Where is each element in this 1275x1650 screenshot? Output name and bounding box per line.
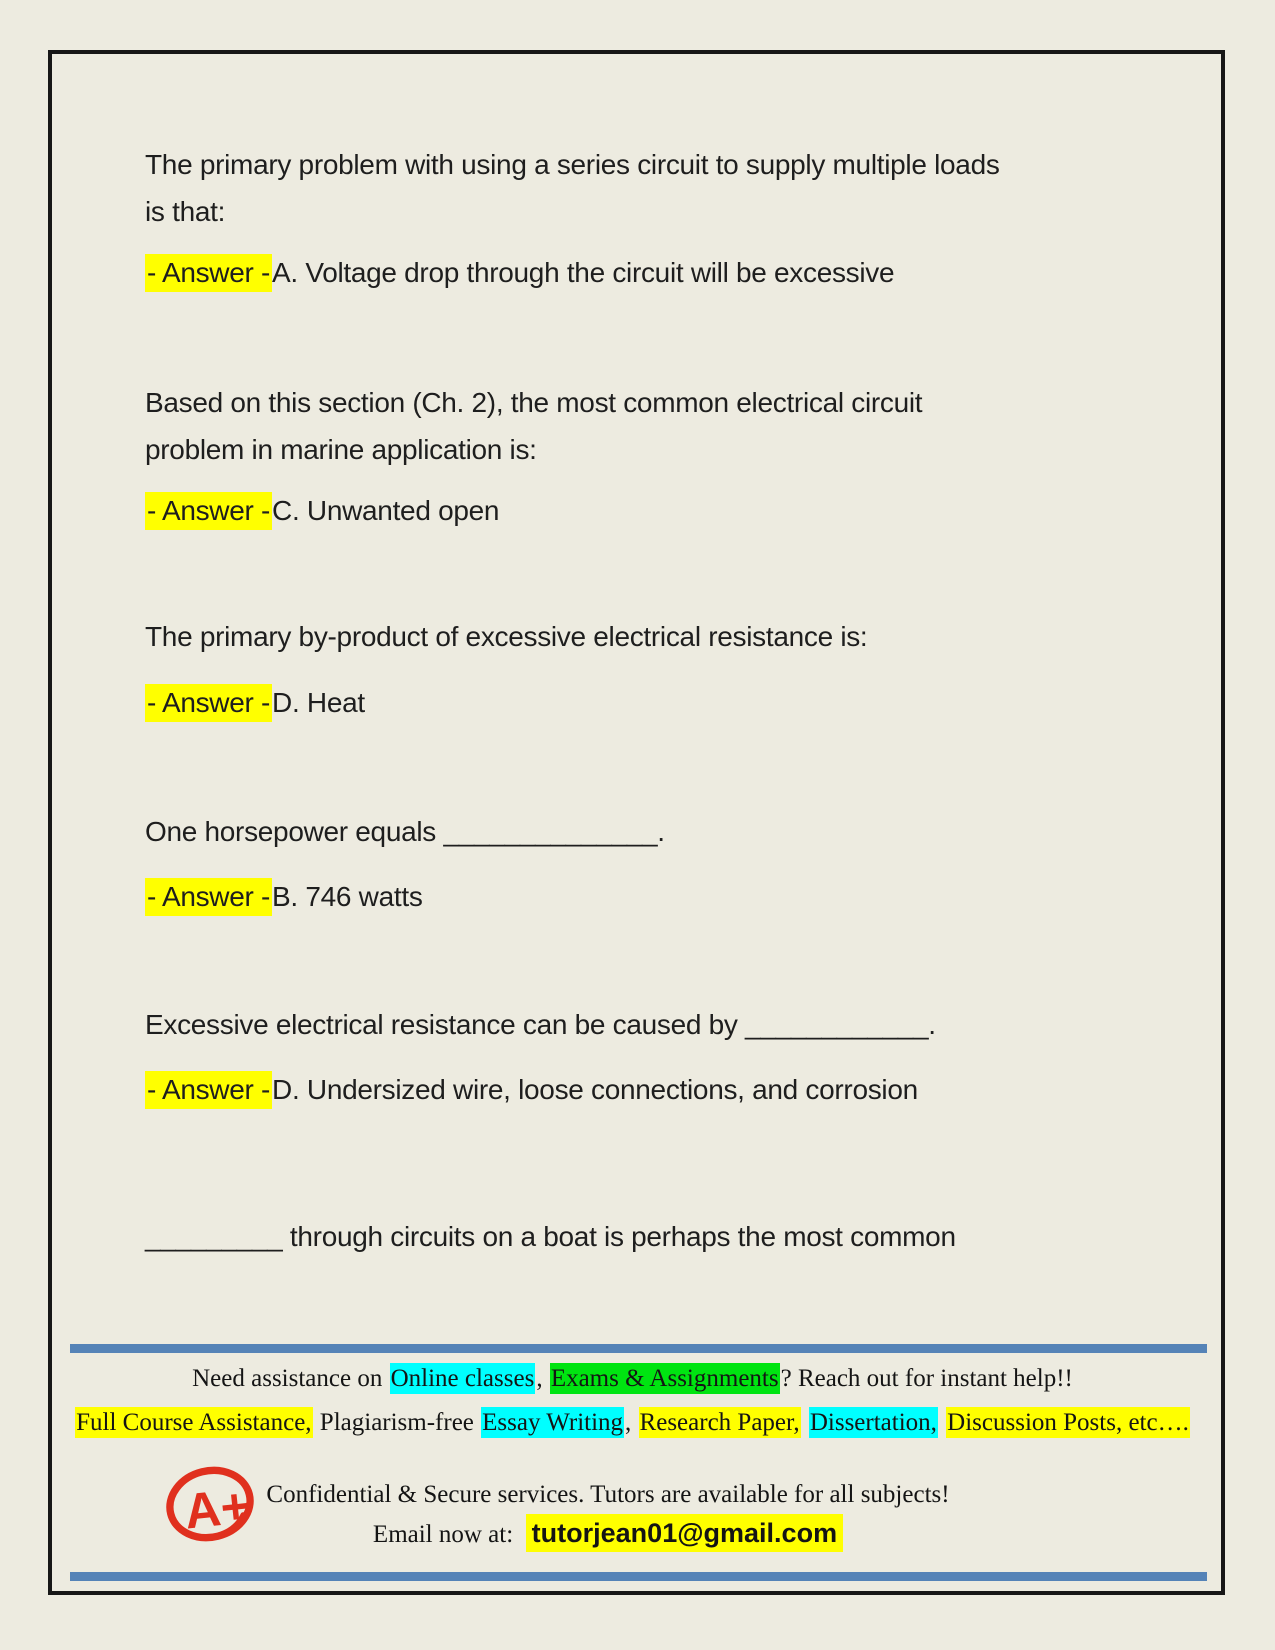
footer-text: , bbox=[625, 1409, 638, 1436]
separator-top bbox=[70, 1344, 1207, 1353]
answer-line bbox=[145, 873, 1165, 920]
footer-line-2 bbox=[48, 1406, 1217, 1440]
footer-text: Need assistance on bbox=[192, 1365, 389, 1392]
email-label: Email now at: bbox=[372, 1521, 514, 1548]
highlight-dissertation: Dissertation, bbox=[809, 1409, 937, 1436]
question-line: Excessive electrical resistance can be caused by ____________. bbox=[145, 1009, 936, 1040]
question-line: _________ through circuits on a boat is perhaps the most common bbox=[145, 1221, 956, 1252]
answer-highlight: - Answer - bbox=[145, 492, 272, 530]
footer-text: ? Reach out for instant help!! bbox=[780, 1365, 1073, 1392]
answer-text: D. Heat bbox=[272, 687, 365, 718]
footer-text: , bbox=[536, 1365, 549, 1392]
highlight-essay-writing: Essay Writing bbox=[482, 1409, 624, 1436]
answer-highlight: - Answer - bbox=[145, 1071, 272, 1109]
email-address: tutorjean01@gmail.com bbox=[526, 1514, 843, 1552]
highlight-full-course: Full Course Assistance, bbox=[76, 1409, 312, 1436]
answer-text: C. Unwanted open bbox=[272, 495, 500, 526]
answer-line bbox=[145, 1066, 1165, 1113]
answer-text: B. 746 watts bbox=[272, 881, 423, 912]
footer-line-3: Confidential & Secure services. Tutors are available for all subjects! bbox=[266, 1481, 950, 1508]
answer-line bbox=[145, 679, 1165, 726]
question-line: The primary by-product of excessive electrical resistance is: bbox=[145, 621, 868, 652]
question-line: problem in marine application is: bbox=[145, 434, 537, 465]
question-line: is that: bbox=[145, 196, 226, 227]
separator-bottom bbox=[70, 1572, 1207, 1581]
logo-text: A+ bbox=[181, 1477, 253, 1540]
a-plus-logo-icon bbox=[164, 1458, 256, 1550]
footer-text bbox=[801, 1407, 809, 1438]
answer-line bbox=[145, 487, 1165, 534]
highlight-exams-assignments: Exams & Assignments bbox=[550, 1365, 779, 1392]
footer-text: Plagiarism-free bbox=[313, 1409, 481, 1436]
footer-text bbox=[938, 1407, 946, 1438]
answer-highlight: - Answer - bbox=[145, 254, 272, 292]
answer-text: A. Voltage drop through the circuit will be excessive bbox=[272, 257, 895, 288]
answer-line bbox=[145, 249, 1165, 296]
highlight-research-paper: Research Paper, bbox=[639, 1409, 800, 1436]
highlight-online-classes: Online classes bbox=[390, 1365, 535, 1392]
question-line: One horsepower equals ______________. bbox=[145, 816, 665, 847]
answer-highlight: - Answer - bbox=[145, 684, 272, 722]
question-line: The primary problem with using a series circuit to supply multiple loads bbox=[145, 149, 1000, 180]
footer-line-1 bbox=[48, 1362, 1217, 1396]
answer-text: D. Undersized wire, loose connections, and corrosion bbox=[272, 1074, 918, 1105]
answer-highlight: - Answer - bbox=[145, 878, 272, 916]
question-line: Based on this section (Ch. 2), the most common electrical circuit bbox=[145, 387, 923, 418]
highlight-discussion-posts: Discussion Posts, etc…. bbox=[947, 1409, 1189, 1436]
